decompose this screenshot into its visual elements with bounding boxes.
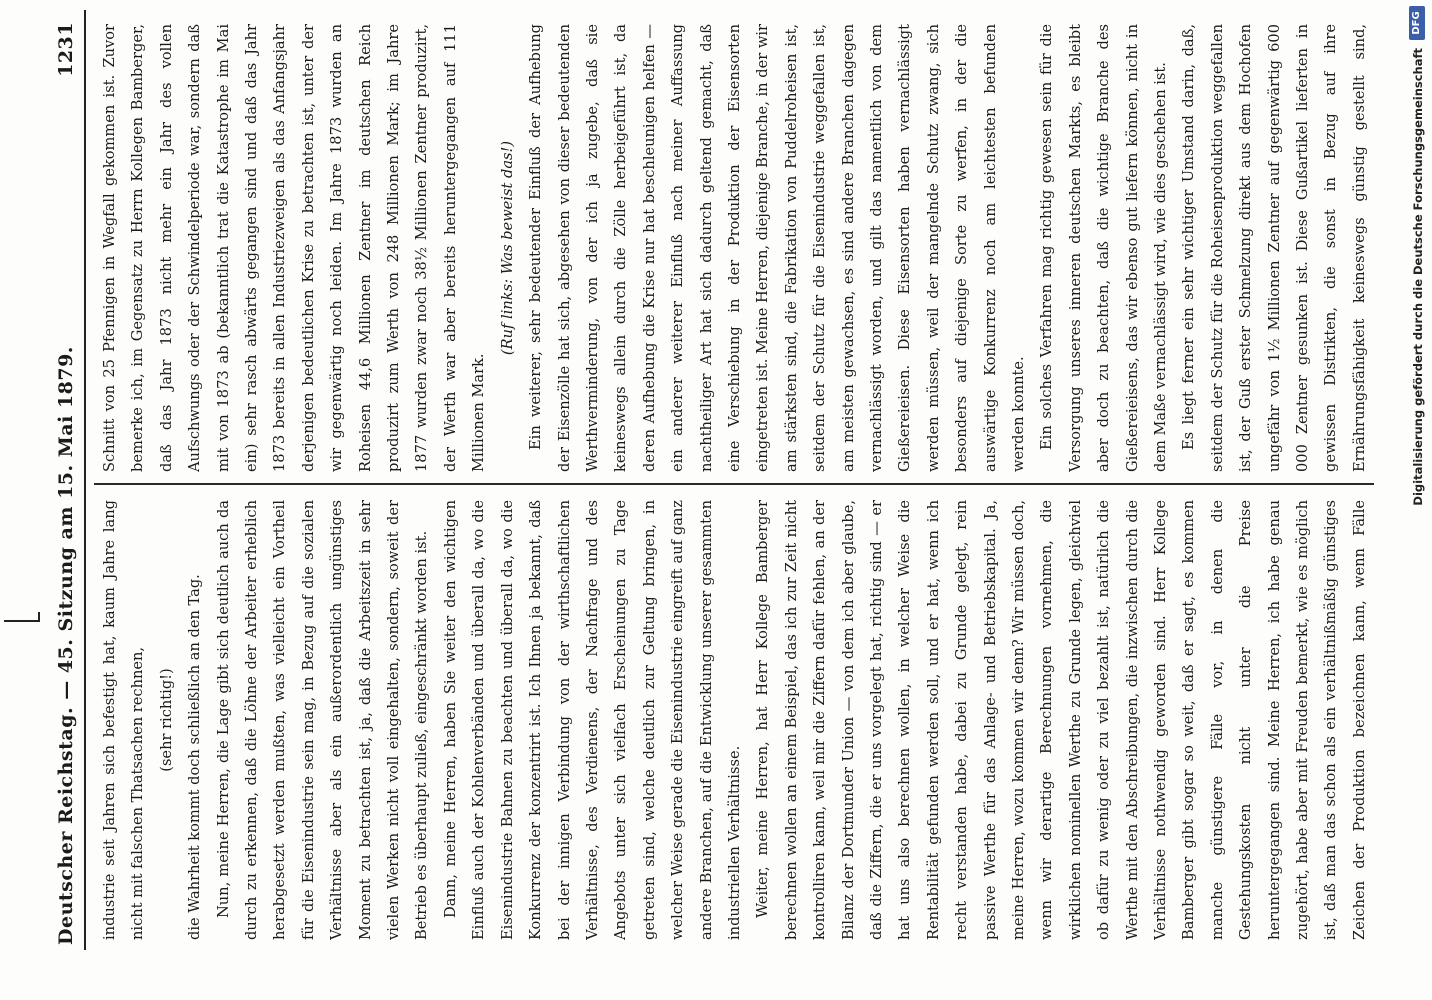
- column-divider: [94, 483, 1374, 485]
- paragraph: Nun, meine Herren, die Lage gibt sich deutlich auch da durch zu erkennen, daß die Löhne der Arbeiter erheblich herabgesetzt werden mußten, was vielleicht ein Vortheil für die Eisenindustrie sein mag, in Bezug auf die sozialen Verhältnisse aber als ein außerordentlich ungünstiges Moment zu betrachten ist, ja, daß die Arbeitszeit in sehr vielen Werken nicht voll eingehalten, sondern, soweit der Betrieb es überhaupt zuließ, eingeschränkt worden ist.: [214, 500, 431, 940]
- paragraph: Es liegt ferner ein sehr wichtiger Umstand darin, daß, seitdem der Schutz für die Roheisenproduktion weggefallen ist, der Guß erster Schmelzung direkt aus dem Hochofen ungefähr von 1½ Millionen Zentner auf gegenwärtig 600 000 Zentner gesunken ist. Diese Gußartikel lieferten in gewissen Distrikten, die sonst in Bezug auf ihre Ernährungsfähigkeit keineswegs günstig gestellt sind,: [1180, 24, 1368, 472]
- paragraph: Ein weiterer, sehr bedeutender Einfluß der Aufhebung der Eisenzölle hat sich, abgesehen von dieser bedeutenden Werthverminderung, von der ich ja zugebe, daß sie keineswegs allein durch die Zölle herbeigeführt ist, da deren Aufhebung die Krise nur hat beschleunigen helfen — ein anderer weiterer Einfluß nach meiner Auffassung nachtheiliger Art hat sich dadurch geltend gemacht, daß eine Verschiebung in der Produktion der Eisensorten eingetreten ist. Meine Herren, diejenige Branche, in der wir am stärksten sind, die Fabrikation von Puddelroheisen ist, seitdem der Schutz für die Eisenindustrie weggefallen ist, am meisten gewachsen, es sind andere Branchen dagegen vernachlässigt worden, und gilt das namentlich von dem Gießereieisen. Diese Eisensorten haben vernachlässigt werden müssen, weil der mangelnde Schutz zwang, sich besonders auf diejenige Sorte zu werfen, in der die auswärtige Konkurrenz noch am leichtesten befunden werden konnte.: [527, 24, 1027, 472]
- paragraph: (sehr richtig!): [157, 668, 175, 772]
- paragraph: die Wahrheit kommt doch schließlich an den Tag.: [186, 574, 204, 940]
- running-title: Deutscher Reichstag. — 45. Sitzung am 15. Mai 1879.: [55, 346, 77, 945]
- scan-artifact: [4, 612, 40, 622]
- paragraph: Dann, meine Herren, haben Sie weiter den wichtigen Einfluß auch der Kohlenverbänden und überall da, wo die Eisenindustrie Bahnen zu beachten und überall da, wo die Konkurrenz der konzentrirt ist. Ich Ihnen ja bekannt, daß bei der innigen Verbindung von der wirthschaftlichen Verhältnisse, des Verdienens, der Nachfrage und des Angebots unter sich vielfach Erscheinungen zu Tage getreten sind, welche deutlich zur Geltung bringen, in welcher Weise gerade die Eisenindustrie eingreift auf ganz andere Branchen, auf die Entwicklung unserer gesammten industriellen Verhältnisse.: [441, 500, 743, 940]
- dfg-logo: DFG: [1409, 6, 1425, 40]
- header-rule: [84, 10, 86, 950]
- paragraph: Schnitt von 25 Pfennigen in Wegfall gekommen ist. Zuvor bemerke ich, im Gegensatz zu Herrn Kollegen Bamberger, daß das Jahr 1873 nicht mehr ein Jahr des vollen Aufschwungs oder der Schwindelperiode war, sondern daß mit von 1873 ab (bekanntlich trat die Katastrophe im Mai ein) sehr rasch abwärts gegangen sind und daß das Jahr 1873 bereits in allen Industriezweigen als das Anfangsjahr derjenigen bedeutlichen Krise zu betrachten ist, unter der wir gegenwärtig noch leiden. Im Jahre 1873 wurden an Roheisen 44,6 Millionen Zentner im deutschen Reich produzirt zum Werth von 248 Millionen Mark; im Jahre 1877 wurden zwar noch 38½ Millionen Zentner produzirt, der Werth war aber bereits heruntergegangen auf 111 Millionen Mark.: [101, 24, 488, 472]
- page-number: 1231: [55, 22, 77, 77]
- paragraph: Ein solches Verfahren mag richtig gewesen sein für die Versorgung unseres inneren deutschen Markts, es bleibt aber doch zu beachten, daß die wichtige Branche des Gießereieisens, das wir ebenso gut liefern können, nicht in dem Maße vernachlässigt wird, wie dies geschehen ist.: [1038, 24, 1170, 472]
- page-header: [55, 0, 81, 1000]
- paragraph: (Ruf links: Was beweist das!): [498, 140, 516, 356]
- left-column: [96, 500, 1376, 940]
- paragraph: industrie seit Jahren sich befestigt hat, kaum Jahre lang nicht mit falschen Thatsachen rechnen,: [101, 500, 147, 940]
- funding-notice: Digitalisierung gefördert durch die Deutsche Forschungsgemeinschaft: [1411, 48, 1425, 506]
- right-column: [96, 24, 1376, 472]
- paragraph: Weiter, meine Herren, hat Herr Kollege Bamberger berechnen wollen an einem Beispiel, das ich zur Zeit nicht kontrolliren kann, weil mir die Ziffern dafür fehlen, an der Bilanz der Dortmunder Union — von dem ich aber glaube, daß die Ziffern, die er uns vorgelegt hat, richtig sind — er hat uns also berechnen wollen, in welcher Weise die Rentabilität gefunden werden soll, und er hat, wenn ich recht verstanden habe, dabei zu Grunde gelegt, rein passive Werthe für das Anlage- und Betriebskapital. Ja, meine Herren, wozu kommen wir denn? Wir müssen doch, wenn wir derartige Berechnungen vornehmen, die wirklichen nominellen Werthe zu Grunde legen, gleichviel ob dafür zu wenig oder zu viel bezahlt ist, natürlich die Werthe mit den Abschreibungen, die inzwischen durch die Verhältnisse nothwendig geworden sind. Herr Kollege Bamberger gibt sogar so weit, daß er sagt, es kommen manche günstigere Fälle vor, in denen die Gestehungskosten nicht unter die Preise heruntergegangen sind. Meine Herren, ich habe genau zugehört, habe aber mit Freuden bemerkt, wie es möglich ist, daß man das schon als ein verhältnißmäßig günstiges Zeichen der Produktion bezeichnen kann, wenn Fälle: [754, 500, 1368, 940]
- scan-footer: [1409, 0, 1429, 960]
